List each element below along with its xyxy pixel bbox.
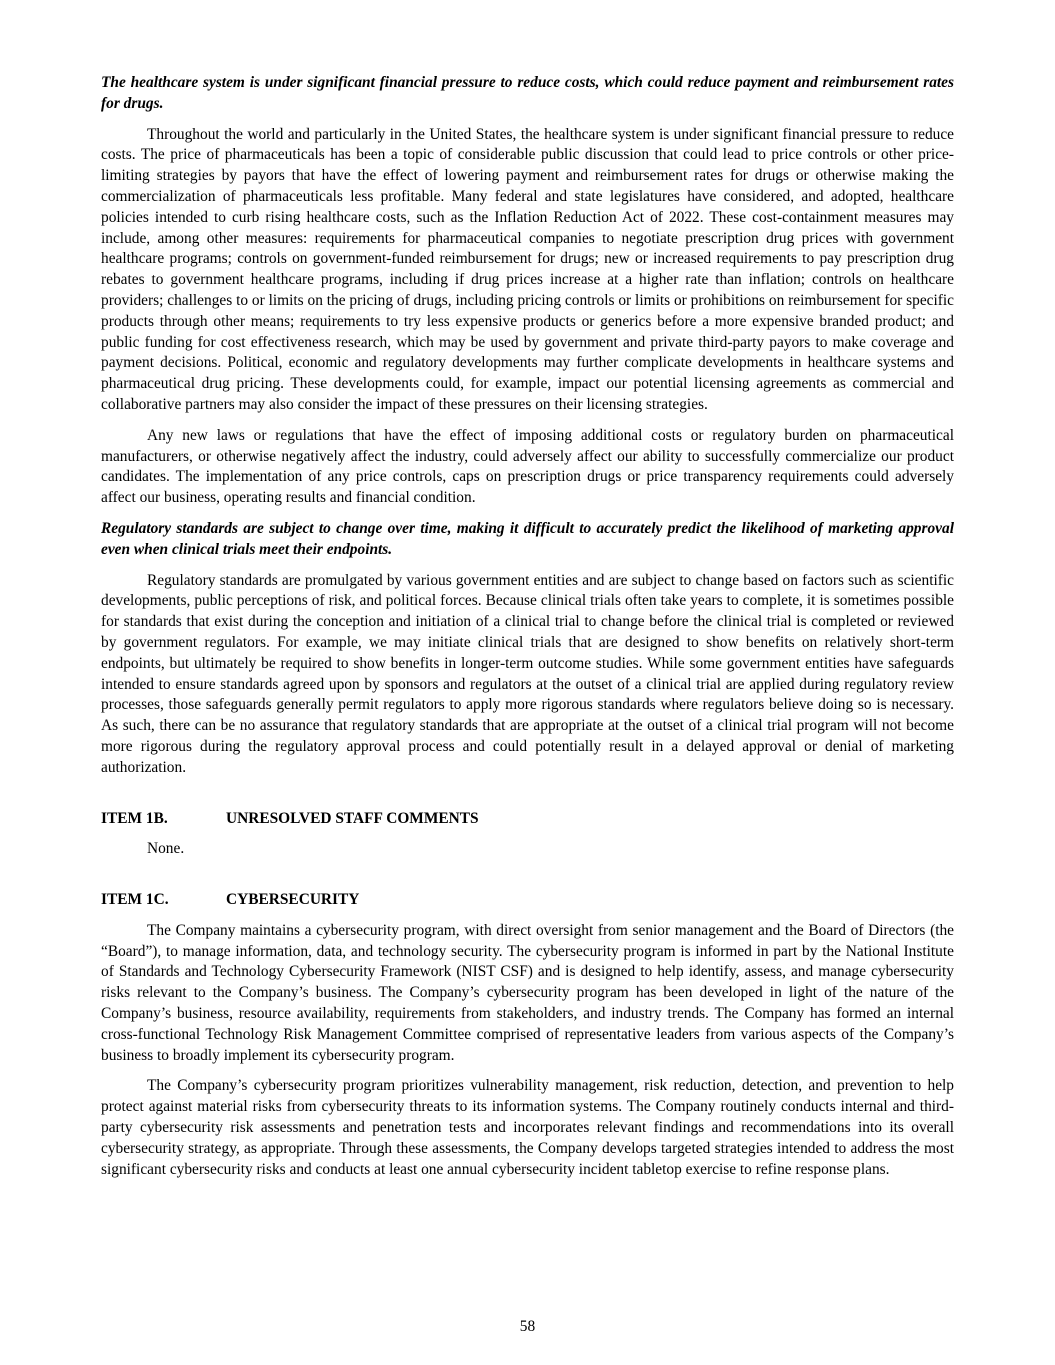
item-1c-title: CYBERSECURITY [226, 891, 360, 909]
item-1c-heading [101, 890, 954, 911]
item-1c-number: ITEM 1C. [101, 891, 169, 909]
paragraph-new-laws: Any new laws or regulations that have the effect of imposing additional costs or regulatory burden on pharmaceutical manufacturers, or otherwise negatively affect the industry, could adversely affect our ability to successfully commercialize our product candidates. The implementation of any price controls, caps on prescription drugs or price transparency requirements could adversely affect our business, operating results and financial condition. [101, 426, 954, 507]
item-1b-title: UNRESOLVED STAFF COMMENTS [226, 809, 479, 827]
paragraph-cybersecurity-priorities: The Company’s cybersecurity program prioritizes vulnerability management, risk reduction, detection, and prevention to help protect against material risks from cybersecurity threats to its information systems. The Company routinely conducts internal and third-party cybersecurity risk assessments and penetration tests and incorporates relevant findings and recommendations into its overall cybersecurity strategy, as appropriate. Through these assessments, the Company develops targeted strategies intended to address the most significant cybersecurity risks and conducts at least one annual cybersecurity incident tabletop exercise to refine response plans. [101, 1077, 954, 1178]
paragraph-regulatory-standards: Regulatory standards are promulgated by various government entities and are subject to change based on factors such as scientific developments, public perceptions of risk, and political forces. Because clinical trials often take years to complete, it is sometimes possible for standards that exist during the conception and initiation of a clinical trial to change before the clinical trial is completed or reviewed by government regulators. For example, we may initiate clinical trials that are designed to show benefits on relatively short-term endpoints, but ultimately be required to show benefits in longer-term outcome studies. While some government entities have safeguards intended to ensure standards agreed upon by sponsors and regulators at the outset of a clinical trial are applied during regulatory review processes, those safeguards generally permit regulators to apply more rigorous standards where regulators believe doing so is necessary. As such, there can be no assurance that regulatory standards that are appropriate at the outset of a clinical trial program will not become more rigorous during the regulatory approval process and could potentially result in a delayed approval or denial of marketing authorization. [101, 571, 954, 776]
page-number: 58 [519, 1318, 536, 1335]
document-page [101, 73, 954, 1190]
paragraph-cybersecurity-program: The Company maintains a cybersecurity program, with direct oversight from senior management and the Board of Directors (the “Board”), to manage information, data, and technology security. The cybersecurity program is informed in part by the National Institute of Standards and Technology Cybersecurity Framework (NIST CSF) and is designed to help identify, assess, and manage cybersecurity risks relevant to the Company’s business. The Company’s cybersecurity program has been developed in light of the nature of the Company’s business, resource availability, requirements from stakeholders, and industry trends. The Company has formed an internal cross-functional Technology Risk Management Committee comprised of representative leaders from various aspects of the Company’s business to broadly implement its cybersecurity program. [101, 921, 954, 1064]
item-1b-heading [101, 809, 954, 830]
item-1b-number: ITEM 1B. [101, 809, 168, 827]
risk-factor-heading-healthcare-costs: The healthcare system is under significant financial pressure to reduce costs, which could reduce payment and reimbursement rates for drugs. [101, 74, 954, 112]
paragraph-healthcare-pressure: Throughout the world and particularly in the United States, the healthcare system is under significant financial pressure to reduce costs. The price of pharmaceuticals has been a topic of considerable public discussion that could lead to price controls or other price-limiting strategies by payors that have the effect of lowering payment and reimbursement rates for drugs or otherwise making the commercialization of pharmaceuticals less profitable. Many federal and state legislatures have considered, and adopted, healthcare policies intended to curb rising healthcare costs, such as the Inflation Reduction Act of 2022. These cost-containment measures may include, among other measures: requirements for pharmaceutical companies to negotiate prescription drug prices with government healthcare programs; controls on government-funded reimbursement for drugs; new or increased requirements to pay prescription drug rebates to government healthcare programs, including if drug prices increase at a higher rate than inflation; controls on healthcare providers; challenges to or limits on the pricing of drugs, including pricing controls or limits or prohibitions on reimbursement for specific products through other means; requirements to try less expensive products or generics before a more expensive branded product; and public funding for cost effectiveness research, which may be used by government and private third-party payors to make coverage and payment decisions. Political, economic and regulatory developments may further complicate developments in healthcare systems and pharmaceutical drug pricing. These developments could, for example, impact our potential licensing agreements as commercial and collaborative partners may also consider the impact of these pressures on their licensing strategies. [101, 125, 954, 413]
item-1b-text: None. [147, 840, 185, 858]
risk-factor-heading-regulatory-standards: Regulatory standards are subject to change over time, making it difficult to accurately predict the likelihood of marketing approval even when clinical trials meet their endpoints. [101, 519, 954, 558]
